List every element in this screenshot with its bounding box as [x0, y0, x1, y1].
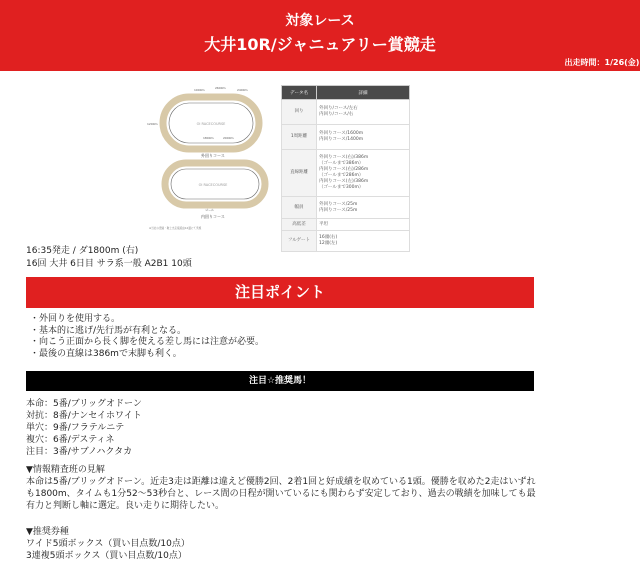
table-cell-detail	[317, 125, 410, 150]
dist-label-1000: 1000m	[194, 88, 205, 92]
table-cell-key: 直線距離	[282, 150, 317, 197]
track-diagram	[145, 85, 275, 235]
table-header-key: データ名	[282, 86, 317, 100]
race-meeting-info: 16回 大井 6日目 サラ系一般 A2B1 10頭	[26, 259, 192, 269]
track-footnote: ※当社の登録・鞍上出走後経由12頭にて実施	[149, 227, 202, 230]
table-cell-key: 1周距離	[282, 125, 317, 150]
inner-course-diagram	[165, 163, 265, 219]
analysis-line: も1800m、タイムも1分52〜53秒台と、レース間の日程が開いているにも関わらず安定しており、過去の戦績を加味しても最	[26, 489, 536, 499]
outer-course-label: 外回りコース	[201, 153, 225, 158]
table-row	[282, 150, 410, 197]
analysis-heading: ▼情報精査班の見解	[26, 465, 105, 475]
table-cell-detail	[317, 150, 410, 197]
list-item: 対抗：8番/ナンセイホワイト	[26, 411, 142, 421]
table-cell-key: 回り	[282, 100, 317, 125]
list-item: ・最後の直線は386mで末脚も利く。	[30, 348, 182, 359]
page-header	[0, 0, 640, 71]
table-row	[282, 125, 410, 150]
analysis-line: 有力と判断し軸に選定。良い走りに期待したい。	[26, 501, 225, 511]
list-item: 注目：3番/サブノハクタカ	[26, 447, 133, 457]
detail-line: 内回りコース/1400m	[319, 137, 364, 142]
dist-label-2000: 2000m	[223, 136, 234, 140]
outer-course-diagram	[147, 86, 259, 158]
header-title-line2: 大井10R/ジャニュアリー賞競走	[204, 35, 436, 54]
table-cell-key: 高低差	[282, 219, 317, 231]
dist-label-2600: 2600m	[215, 86, 226, 90]
table-cell-detail	[317, 219, 410, 231]
detail-line: 16頭(右)	[319, 235, 338, 240]
list-item: ・向こう正面から長く脚を使える差し馬には注意が必要。	[30, 337, 265, 347]
list-item: ・外回りを使用する。	[30, 314, 121, 324]
track-name-outer: OI RACECOURSE	[196, 122, 226, 126]
track-name-inner: OI RACECOURSE	[198, 183, 228, 187]
table-row	[282, 231, 410, 252]
analysis-section	[26, 464, 546, 512]
table-cell-detail	[317, 100, 410, 125]
table-cell-detail	[317, 231, 410, 252]
detail-line: 内回りコース(右)/286m	[319, 167, 369, 172]
list-item: ・基本的に逃げ/先行馬が有利となる。	[30, 325, 187, 336]
bets-heading: ▼推奨券種	[26, 527, 69, 537]
detail-line: （ゴールまで386m）	[319, 161, 364, 166]
table-cell-key: 幅員	[282, 197, 317, 219]
header-title-line1: 対象レース	[285, 13, 355, 29]
detail-line: 平坦	[319, 221, 328, 227]
start-label: ゴール	[205, 208, 214, 212]
detail-line: 外回り/コース/左右	[319, 106, 358, 111]
bet-line: 3連複5頭ボックス（買い目点数/10点）	[26, 551, 187, 561]
table-row	[282, 100, 410, 125]
dist-label-1400: 1200m	[147, 122, 158, 126]
detail-line: （ゴールまで300m）	[319, 185, 364, 190]
detail-line: 内回りコース(左)/386m	[319, 179, 369, 184]
analysis-line: 本命は5番/ブリッグオドーン。近走3走は距離は違えど優勝2回、2着1回と好成績を収めている1頭。優勝を収めた2走はいずれ	[26, 477, 536, 487]
dist-label-2400: 2400m	[237, 88, 248, 92]
dist-label-1800: 1800m	[203, 136, 214, 140]
bet-line: ワイド5頭ボックス（買い目点数/10点）	[26, 539, 190, 549]
table-row	[282, 197, 410, 219]
table-header-detail: 詳細	[317, 86, 410, 100]
detail-line: 12頭(左)	[319, 241, 338, 246]
recommend-picks-list	[26, 398, 142, 458]
inner-course-label: 内回りコース	[201, 214, 225, 219]
recommend-section-title: 注目☆推奨馬！	[26, 371, 534, 391]
focus-section-title: 注目ポイント	[26, 277, 534, 308]
deadline-text: 出走時間：1/26(金)	[564, 58, 640, 67]
course-data-table	[281, 85, 410, 252]
list-item: 複穴：6番/デスティネ	[26, 435, 115, 445]
table-row	[282, 219, 410, 231]
detail-line: 外回りコース/1600m	[319, 131, 364, 136]
detail-line: 内回り/コース/右	[319, 112, 354, 117]
bets-section	[26, 526, 190, 562]
table-cell-key: フルゲート	[282, 231, 317, 252]
detail-line: 外回りコース/25m	[319, 201, 358, 207]
detail-line: 内回りコース/25m	[319, 207, 358, 213]
detail-line: 外回りコース(右)/386m	[319, 155, 369, 160]
race-start-info: 16:35発走 / ダ1800m (右)	[26, 246, 139, 256]
detail-line: （ゴールまで286m）	[319, 173, 364, 178]
list-item: 単穴：9番/フラテルニテ	[26, 423, 125, 433]
list-item: 本命：5番/ブリッグオドーン	[26, 399, 142, 409]
table-cell-detail	[317, 197, 410, 219]
focus-points-list	[30, 314, 264, 360]
